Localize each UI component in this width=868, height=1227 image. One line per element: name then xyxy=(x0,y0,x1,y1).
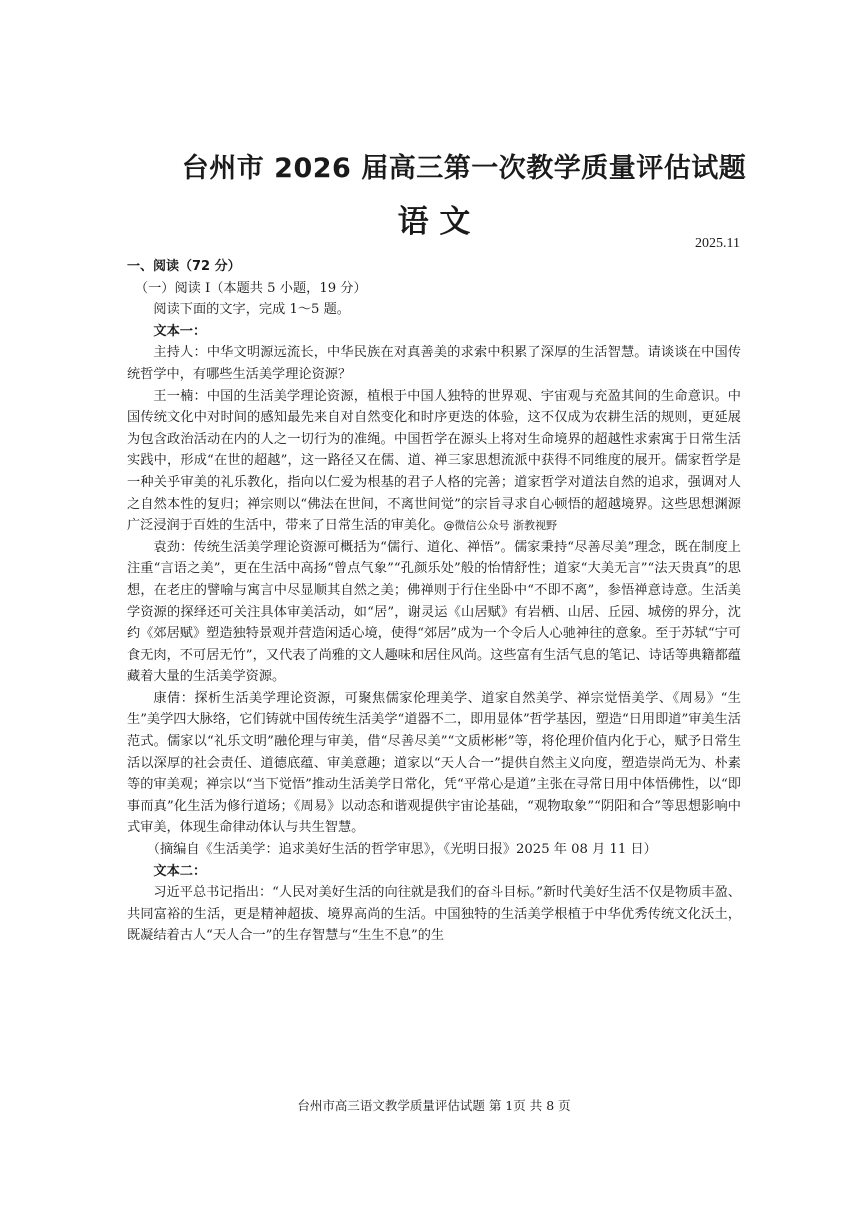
exam-date: 2025.11 xyxy=(695,236,740,251)
text1-paragraph-4: 康倩：探析生活美学理论资源，可聚焦儒家伦理美学、道家自然美学、禅宗觉悟美学、《周易》“生生”美学四大脉络，它们铸就中国传统生活美学“道器不二，即用显体”哲学基因，塑造“日用即道”审美生活范式。儒家以“礼乐文明”融伦理与审美，借“尽善尽美”“文质彬彬”等，将伦理价值内化于心，赋予日常生活以深厚的社会责任、道德底蕴、审美意趣；道家以“天人合一”提供自然主义向度，塑造崇尚无为、朴素等的审美观；禅宗以“当下觉悟”推动生活美学日常化，凭“平常心是道”主张在寻常日用中体悟佛性，以“即事而真”化生活为修行道场；《周易》以动态和谐观提供宇宙论基础，“观物取象”“阴阳和合”等思想影响中式审美，体现生命律动体认与共生智慧。 xyxy=(127,690,741,836)
text1-label: 文本一： xyxy=(153,323,207,339)
text2-paragraph-1: 习近平总书记指出：“人民对美好生活的向往就是我们的奋斗目标。”新时代美好生活不仅是物质丰盈、共同富裕的生活，更是精神超拔、境界高尚的生活。中国独特的生活美学根植于中华优秀传统文化沃土，既凝结着古人“天人合一”的生存智慧与“生生不息”的生 xyxy=(127,885,741,944)
text1-paragraph-2-body: 王一楠：中国的生活美学理论资源，植根于中国人独特的世界观、宇宙观与充盈其间的生命意识。中国传统文化中对时间的感知最先来自对自然变化和时序更迭的体验，这不仅成为农耕生活的规则，更延展为包含政治活动在内的人之一切行为的准绳。中国哲学在源头上将对生命境界的超越性求索寓于日常生活实践中，形成“在世的超越”，这一路径又在儒、道、禅三家思想流派中获得不同维度的展开。儒家哲学是一种关乎审美的礼乐教化，指向以仁爱为根基的君子人格的完善；道家哲学对道法自然的追求，强调对人之自然本性的复归；禅宗则以“佛法在世间，不离世间觉”的宗旨寻求自心顿悟的超越境界。这些思想渊源广泛浸润于百姓的生活中，带来了日常生活的审美化。 xyxy=(127,388,741,534)
text1-paragraph-1: 主持人：中华文明源远流长，中华民族在对真善美的求索中积累了深厚的生活智慧。请谈谈在中国传统哲学中，有哪些生活美学理论资源？ xyxy=(127,345,741,382)
watermark-text: @微信公众号 浙教视野 xyxy=(443,519,557,533)
instruction-text: 阅读下面的文字，完成 1～5 题。 xyxy=(153,302,350,318)
reading-content xyxy=(127,256,741,947)
text1-label-line xyxy=(127,321,741,343)
text2-label: 文本二： xyxy=(153,863,207,879)
text2-label-line xyxy=(127,861,741,883)
sub-section-heading: （一）阅读 I（本题共 5 小题，19 分） xyxy=(134,280,367,296)
text1-paragraph-2 xyxy=(127,386,741,537)
text1-source: （摘编自《生活美学：追求美好生活的哲学审思》，《光明日报》2025 年 08 月 11 日） xyxy=(146,842,657,858)
page-footer: 台州市高三语文教学质量评估试题 第 1页 共 8 页 xyxy=(297,1098,571,1113)
subject-title: 语 文 xyxy=(397,204,471,240)
text1-paragraph-3: 袁劲：传统生活美学理论资源可概括为“儒行、道化、禅悟”。儒家秉持“尽善尽美”理念，既在制度上注重“言语之美”，更在生活中高扬“曾点气象”“孔颜乐处”般的怡情舒性；道家“大美无言”“法天贵真”的思想，在老庄的譬喻与寓言中尽显顺其自然之美；佛禅则于行住坐卧中“不即不离”，参悟禅意诗意。生活美学资源的探绎还可关注具体审美活动，如“居”，谢灵运《山居赋》有岩栖、山居、丘园、城傍的界分，沈约《郊居赋》塑造独特景观并营造闲适心境，使得“郊居”成为一个令后人心驰神往的意象。至于苏轼“宁可食无肉，不可居无竹”，又代表了尚雅的文人趣味和居住风尚。这些富有生活气息的笔记、诗话等典籍都蕴藏着大量的生活美学资源。 xyxy=(127,539,741,685)
exam-title: 台州市 2026 届高三第一次教学质量评估试题 xyxy=(181,153,747,184)
section-heading: 一、阅读（72 分） xyxy=(127,259,241,274)
